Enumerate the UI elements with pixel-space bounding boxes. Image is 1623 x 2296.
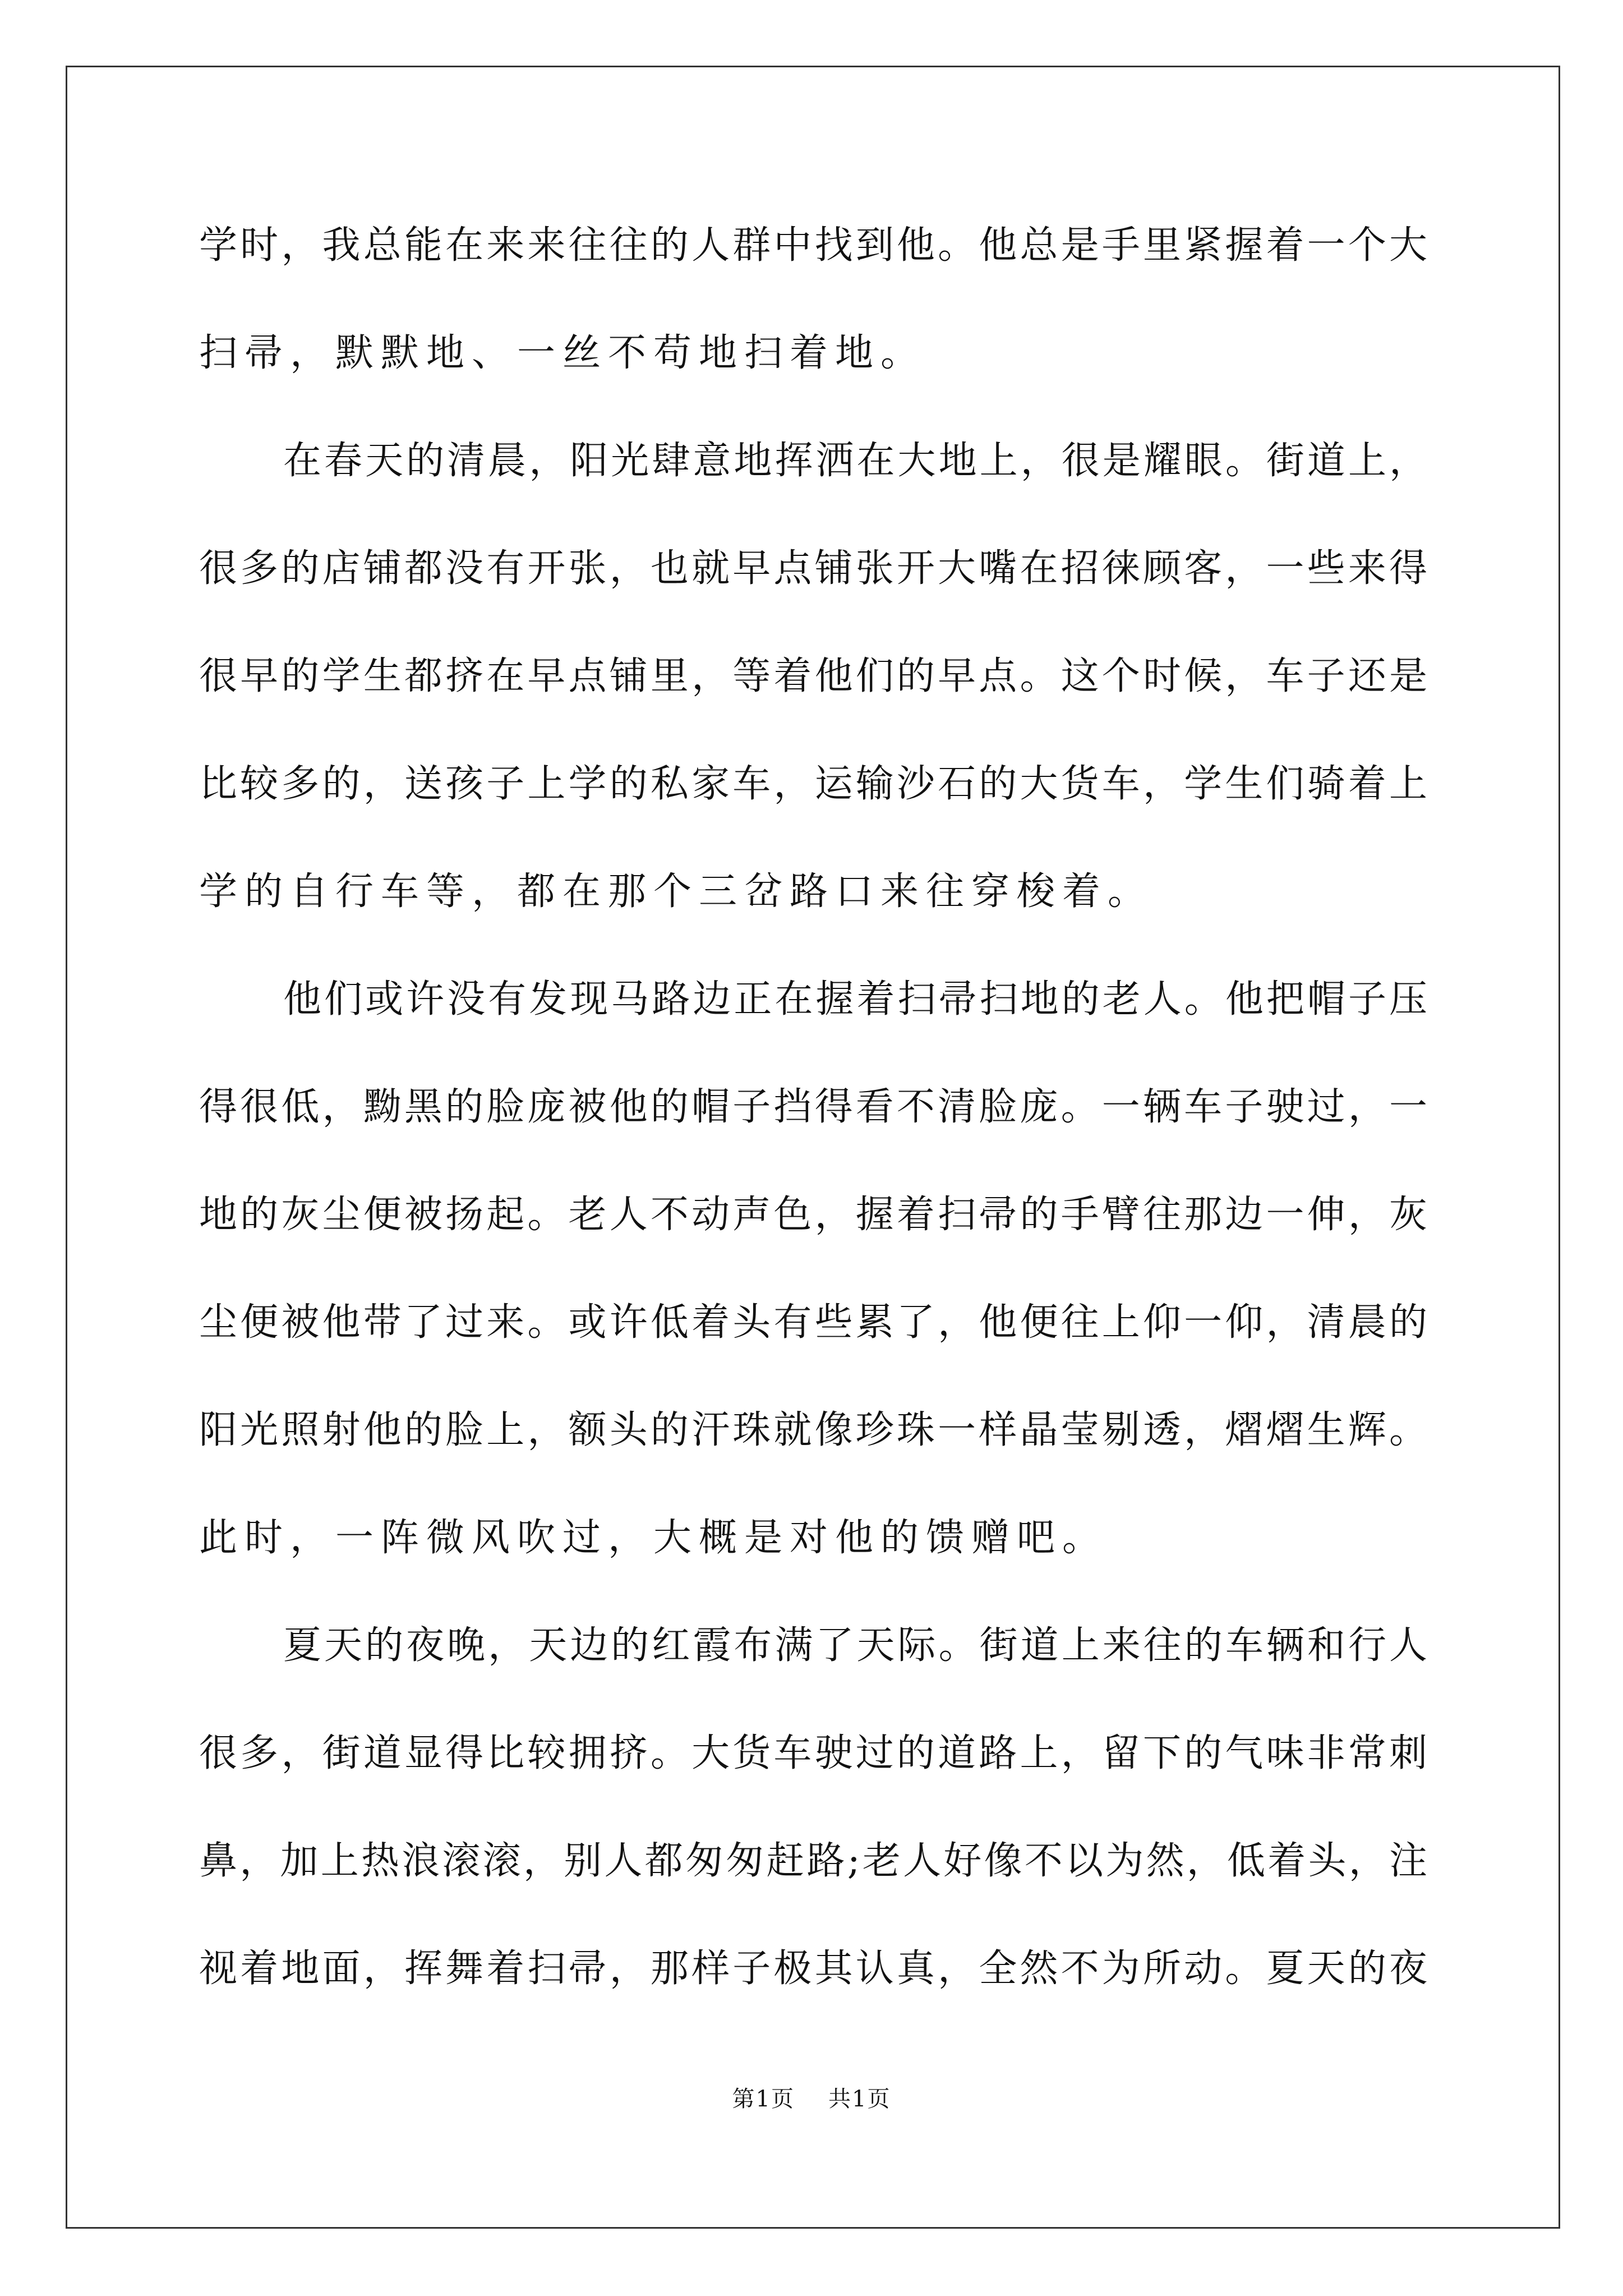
text-line: 夏天的夜晚，天边的红霞布满了天际。街道上来往的车辆和行人 [283,1623,1427,1668]
text-line: 尘便被他带了过来。或许低着头有些累了，他便往上仰一仰，清晨的 [199,1300,1427,1345]
text-line: 他们或许没有发现马路边正在握着扫帚扫地的老人。他把帽子压 [283,977,1427,1022]
text-line: 扫帚，默默地、一丝不苟地扫着地。 [199,331,926,375]
text-line: 此时，一阵微风吹过，大概是对他的馈赠吧。 [199,1516,1108,1560]
document-body [199,219,1427,1996]
text-line: 得很低，黝黑的脸庞被他的帽子挡得看不清脸庞。一辆车子驶过，一 [199,1085,1427,1129]
text-line: 在春天的清晨，阳光肆意地挥洒在大地上，很是耀眼。街道上， [283,439,1427,483]
page-number: 第1页 [732,2086,795,2112]
page-footer [0,2081,1623,2113]
text-line: 很多，街道显得比较拥挤。大货车驶过的道路上，留下的气味非常刺 [199,1731,1427,1775]
text-line: 鼻，加上热浪滚滚，别人都匆匆赶路;老人好像不以为然，低着头，注 [199,1839,1427,1883]
text-line: 学时，我总能在来来往往的人群中找到他。他总是手里紧握着一个大 [199,223,1427,268]
text-line: 地的灰尘便被扬起。老人不动声色，握着扫帚的手臂往那边一伸，灰 [199,1193,1427,1237]
text-line: 比较多的，送孩子上学的私家车，运输沙石的大货车，学生们骑着上 [199,762,1427,806]
page-total: 共1页 [828,2086,891,2112]
text-line: 阳光照射他的脸上，额头的汗珠就像珍珠一样晶莹剔透，熠熠生辉。 [199,1408,1427,1452]
text-line: 很多的店铺都没有开张，也就早点铺张开大嘴在招徕顾客，一些来得 [199,546,1427,591]
text-line: 学的自行车等，都在那个三岔路口来往穿梭着。 [199,869,1154,914]
text-line: 很早的学生都挤在早点铺里，等着他们的早点。这个时候，车子还是 [199,654,1427,698]
text-line: 视着地面，挥舞着扫帚，那样子极其认真，全然不为所动。夏天的夜 [199,1947,1427,1991]
